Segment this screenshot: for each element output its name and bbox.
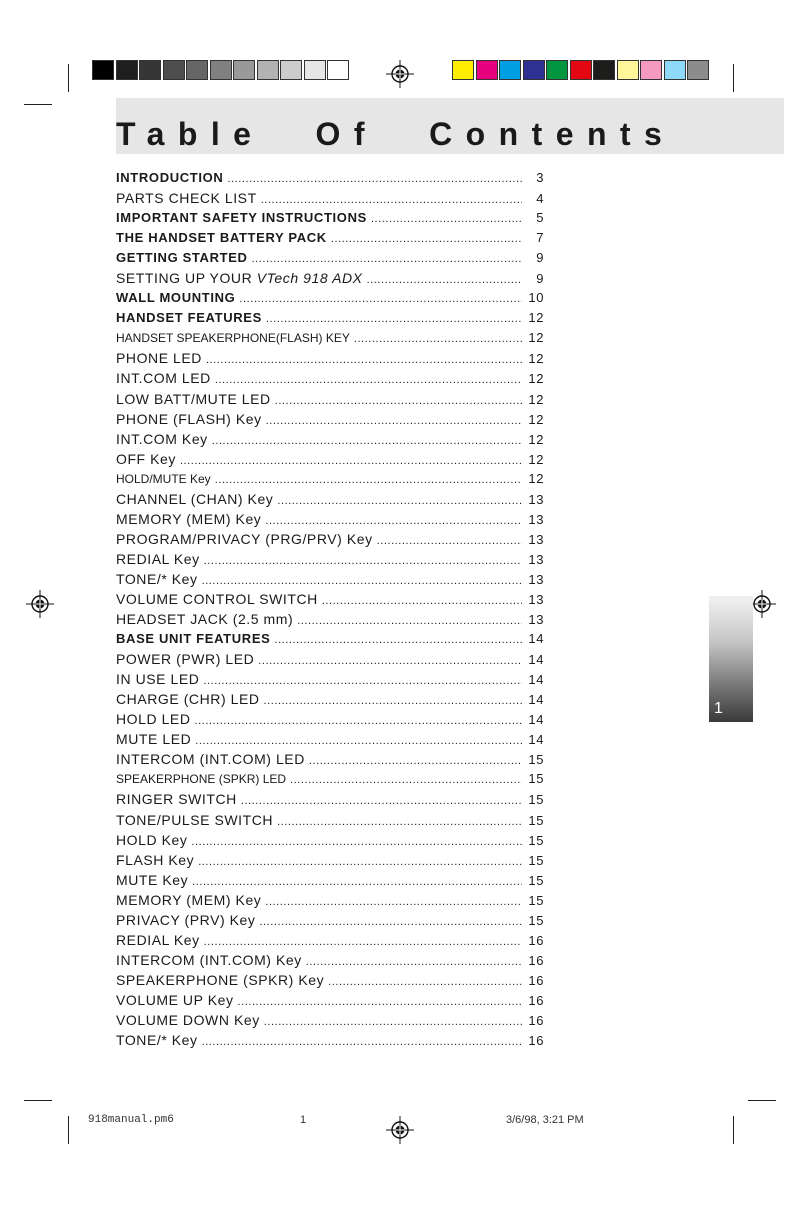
page-title: Table Of Contents <box>116 116 676 152</box>
toc-leader-dots <box>180 455 522 467</box>
toc-entry-label: CHARGE (CHR) LED <box>116 691 260 708</box>
toc-entry-label: CHANNEL (CHAN) Key <box>116 490 274 507</box>
toc-entry <box>116 451 544 471</box>
toc-entry <box>116 210 544 230</box>
toc-leader-dots <box>212 435 522 447</box>
toc-entry <box>116 391 544 411</box>
toc-leader-dots <box>202 1036 522 1048</box>
toc-entry <box>116 631 544 651</box>
toc-entry <box>116 892 544 912</box>
toc-entry-label: THE HANDSET BATTERY PACK <box>116 230 327 246</box>
toc-entry-page: 13 <box>528 511 544 527</box>
toc-leader-dots <box>202 575 522 587</box>
toc-leader-dots <box>191 836 522 848</box>
toc-entry <box>116 751 544 771</box>
toc-leader-dots <box>252 253 522 265</box>
toc-entry-label: HEADSET JACK (2.5 mm) <box>116 611 294 628</box>
toc-leader-dots <box>367 274 522 286</box>
crop-mark <box>68 1116 69 1144</box>
toc-entry-page: 13 <box>528 571 544 587</box>
toc-entry-page: 3 <box>536 170 544 185</box>
registration-mark-icon <box>386 60 414 88</box>
toc-entry-label: SETTING UP YOUR VTech 918 ADX <box>116 270 363 287</box>
color-swatch <box>546 60 568 80</box>
color-swatch <box>617 60 639 80</box>
toc-leader-dots <box>331 233 522 245</box>
toc-entry <box>116 952 544 972</box>
crop-mark <box>733 64 734 92</box>
toc-entry-label: VOLUME CONTROL SWITCH <box>116 590 318 607</box>
toc-entry <box>116 932 544 952</box>
toc-entry <box>116 190 544 210</box>
toc-entry-page: 15 <box>528 892 544 908</box>
toc-entry-label: LOW BATT/MUTE LED <box>116 390 271 407</box>
toc-entry <box>116 912 544 932</box>
toc-leader-dots <box>266 415 522 427</box>
toc-entry-page: 15 <box>528 872 544 888</box>
toc-entry <box>116 671 544 691</box>
toc-entry-label: MUTE Key <box>116 871 189 888</box>
color-swatch <box>163 60 185 80</box>
toc-leader-dots <box>277 816 522 828</box>
toc-entry <box>116 431 544 451</box>
toc-entry-label: WALL MOUNTING <box>116 290 236 306</box>
toc-entry <box>116 531 544 551</box>
toc-entry-label: INTERCOM (INT.COM) LED <box>116 751 305 768</box>
color-swatch <box>593 60 615 80</box>
crop-mark <box>748 1100 776 1101</box>
toc-leader-dots <box>306 956 522 968</box>
toc-entry <box>116 832 544 852</box>
toc-entry <box>116 350 544 370</box>
color-swatch <box>116 60 138 80</box>
toc-entry-label: PHONE LED <box>116 350 202 367</box>
toc-entry <box>116 310 544 330</box>
toc-entry-page: 15 <box>528 771 544 787</box>
toc-entry-page: 12 <box>528 470 544 486</box>
toc-leader-dots <box>275 395 522 407</box>
toc-entry-label: VOLUME DOWN Key <box>116 1011 260 1028</box>
toc-leader-dots <box>290 774 522 786</box>
toc-entry-page: 13 <box>528 491 544 507</box>
toc-entry-page: 15 <box>528 752 544 768</box>
toc-entry-label: HOLD/MUTE Key <box>116 471 211 486</box>
toc-leader-dots <box>297 615 522 627</box>
color-swatch <box>640 60 662 80</box>
toc-entry <box>116 711 544 731</box>
toc-entry-page: 12 <box>528 371 544 387</box>
toc-entry-page: 9 <box>536 271 544 287</box>
toc-entry-page: 15 <box>528 812 544 828</box>
footer-filename: 918manual.pm6 <box>88 1114 174 1126</box>
toc-entry-page: 13 <box>528 612 544 628</box>
toc-entry-page: 15 <box>528 912 544 928</box>
toc-entry-page: 7 <box>536 230 544 246</box>
toc-leader-dots <box>264 695 522 707</box>
toc-entry-page: 15 <box>528 852 544 868</box>
toc-entry-page: 15 <box>528 832 544 848</box>
chapter-tab-number: 1 <box>714 700 723 717</box>
toc-entry-label: HANDSET SPEAKERPHONE(FLASH) KEY <box>116 331 350 346</box>
toc-leader-dots <box>198 856 522 868</box>
toc-entry-label: IN USE LED <box>116 671 200 688</box>
toc-entry-page: 14 <box>528 732 544 748</box>
toc-entry-label: INTERCOM (INT.COM) Key <box>116 951 302 968</box>
color-swatch <box>233 60 255 80</box>
toc-entry-label: REDIAL Key <box>116 550 200 567</box>
toc-leader-dots <box>227 173 522 185</box>
toc-entry-page: 14 <box>528 712 544 728</box>
toc-entry-page: 13 <box>528 551 544 567</box>
color-swatch <box>499 60 521 80</box>
color-swatch <box>327 60 349 80</box>
toc-entry <box>116 571 544 591</box>
toc-leader-dots <box>215 374 522 386</box>
toc-leader-dots <box>265 896 522 908</box>
toc-entry-label: PRIVACY (PRV) Key <box>116 911 256 928</box>
toc-entry <box>116 330 544 350</box>
toc-leader-dots <box>259 916 522 928</box>
footer-timestamp: 3/6/98, 3:21 PM <box>506 1114 584 1126</box>
toc-entry-page: 10 <box>528 290 544 306</box>
toc-entry-page: 12 <box>528 451 544 467</box>
toc-leader-dots <box>239 293 522 305</box>
toc-entry <box>116 791 544 811</box>
toc-entry <box>116 651 544 671</box>
toc-entry-label: PROGRAM/PRIVACY (PRG/PRV) Key <box>116 530 373 547</box>
color-swatch <box>570 60 592 80</box>
color-swatch <box>687 60 709 80</box>
toc-entry <box>116 230 544 250</box>
toc-leader-dots <box>265 515 522 527</box>
toc-leader-dots <box>264 1016 522 1028</box>
crop-mark <box>24 104 52 105</box>
footer-page-number: 1 <box>300 1114 307 1126</box>
toc-entry-label: GETTING STARTED <box>116 250 248 266</box>
toc-entry <box>116 491 544 511</box>
toc-leader-dots <box>203 675 522 687</box>
toc-entry-label: BASE UNIT FEATURES <box>116 631 271 647</box>
color-swatch <box>280 60 302 80</box>
toc-entry-label: MUTE LED <box>116 731 192 748</box>
color-swatch <box>139 60 161 80</box>
toc-leader-dots <box>261 194 522 206</box>
toc-entry <box>116 250 544 270</box>
toc-entry <box>116 691 544 711</box>
toc-entry <box>116 370 544 390</box>
toc-entry-page: 12 <box>528 351 544 367</box>
toc-entry <box>116 591 544 611</box>
toc-entry-page: 9 <box>536 250 544 266</box>
table-of-contents <box>116 170 544 1052</box>
toc-entry-label: IMPORTANT SAFETY INSTRUCTIONS <box>116 210 367 226</box>
toc-entry-label: INT.COM LED <box>116 370 211 387</box>
toc-leader-dots <box>322 595 522 607</box>
toc-entry-label: TONE/PULSE SWITCH <box>116 811 274 828</box>
toc-leader-dots <box>238 996 522 1008</box>
toc-leader-dots <box>204 936 522 948</box>
toc-leader-dots <box>204 555 522 567</box>
toc-entry <box>116 290 544 310</box>
color-swatch <box>92 60 114 80</box>
toc-entry <box>116 1032 544 1052</box>
toc-entry-label: TONE/* Key <box>116 570 198 587</box>
toc-entry-page: 13 <box>528 591 544 607</box>
toc-entry-label: INTRODUCTION <box>116 170 224 185</box>
toc-entry <box>116 812 544 832</box>
toc-entry-page: 16 <box>528 1012 544 1028</box>
color-swatch <box>257 60 279 80</box>
color-swatch <box>210 60 232 80</box>
toc-entry-label: VOLUME UP Key <box>116 991 234 1008</box>
toc-entry <box>116 771 544 791</box>
toc-entry-page: 12 <box>528 330 544 346</box>
crop-mark <box>733 1116 734 1144</box>
toc-entry-label: PARTS CHECK LIST <box>116 190 257 207</box>
toc-leader-dots <box>371 213 522 225</box>
toc-entry-page: 14 <box>528 692 544 708</box>
toc-entry <box>116 551 544 571</box>
toc-leader-dots <box>206 354 522 366</box>
toc-entry-page: 14 <box>528 652 544 668</box>
toc-leader-dots <box>195 715 522 727</box>
toc-entry <box>116 731 544 751</box>
toc-entry-label: SPEAKERPHONE (SPKR) LED <box>116 772 287 787</box>
toc-leader-dots <box>328 976 522 988</box>
toc-entry-label: MEMORY (MEM) Key <box>116 891 262 908</box>
toc-entry-page: 12 <box>528 310 544 326</box>
toc-entry-label: HOLD LED <box>116 711 191 728</box>
toc-entry-label: TONE/* Key <box>116 1032 198 1049</box>
toc-leader-dots <box>195 735 522 747</box>
toc-entry-page: 14 <box>528 672 544 688</box>
toc-entry <box>116 411 544 431</box>
toc-entry <box>116 872 544 892</box>
toc-entry-page: 14 <box>528 631 544 647</box>
toc-entry-label: RINGER SWITCH <box>116 791 237 808</box>
toc-entry-label: REDIAL Key <box>116 931 200 948</box>
toc-entry-page: 5 <box>536 210 544 226</box>
toc-entry-page: 12 <box>528 411 544 427</box>
toc-entry-label: HANDSET FEATURES <box>116 310 262 326</box>
toc-entry-label: FLASH Key <box>116 851 195 868</box>
toc-entry <box>116 992 544 1012</box>
toc-entry <box>116 972 544 992</box>
toc-leader-dots <box>192 876 522 888</box>
color-swatch <box>664 60 686 80</box>
color-swatch <box>304 60 326 80</box>
toc-entry-page: 13 <box>528 531 544 547</box>
toc-entry-page: 12 <box>528 391 544 407</box>
toc-entry <box>116 852 544 872</box>
toc-entry-label: OFF Key <box>116 450 176 467</box>
toc-leader-dots <box>258 655 522 667</box>
toc-leader-dots <box>266 313 522 325</box>
toc-entry-page: 16 <box>528 992 544 1008</box>
toc-entry-label: HOLD Key <box>116 831 188 848</box>
toc-entry-page: 15 <box>528 792 544 808</box>
toc-entry <box>116 611 544 631</box>
toc-entry-page: 16 <box>528 952 544 968</box>
toc-entry-page: 12 <box>528 431 544 447</box>
toc-leader-dots <box>274 634 522 646</box>
toc-entry <box>116 511 544 531</box>
toc-entry-page: 16 <box>528 972 544 988</box>
toc-entry <box>116 471 544 491</box>
toc-leader-dots <box>241 795 522 807</box>
color-swatch <box>523 60 545 80</box>
toc-leader-dots <box>309 755 522 767</box>
color-swatch <box>476 60 498 80</box>
toc-leader-dots <box>215 474 522 486</box>
registration-mark-icon <box>386 1116 414 1144</box>
toc-entry-label: MEMORY (MEM) Key <box>116 510 262 527</box>
toc-entry-label: INT.COM Key <box>116 430 208 447</box>
color-swatch <box>186 60 208 80</box>
toc-entry <box>116 1012 544 1032</box>
toc-leader-dots <box>377 535 522 547</box>
crop-mark <box>24 1100 52 1101</box>
toc-entry-label: PHONE (FLASH) Key <box>116 410 262 427</box>
toc-leader-dots <box>277 495 522 507</box>
crop-mark <box>68 64 69 92</box>
registration-mark-icon <box>26 590 54 618</box>
toc-entry-product-name: VTech 918 ADX <box>256 270 363 287</box>
toc-entry-label: POWER (PWR) LED <box>116 651 255 668</box>
toc-entry <box>116 270 544 290</box>
toc-entry-page: 16 <box>528 932 544 948</box>
color-swatch <box>452 60 474 80</box>
toc-entry-label: SPEAKERPHONE (SPKR) Key <box>116 971 325 988</box>
toc-entry-page: 16 <box>528 1033 544 1049</box>
toc-entry-page: 4 <box>536 191 544 207</box>
toc-leader-dots <box>354 333 522 345</box>
toc-entry <box>116 170 544 190</box>
